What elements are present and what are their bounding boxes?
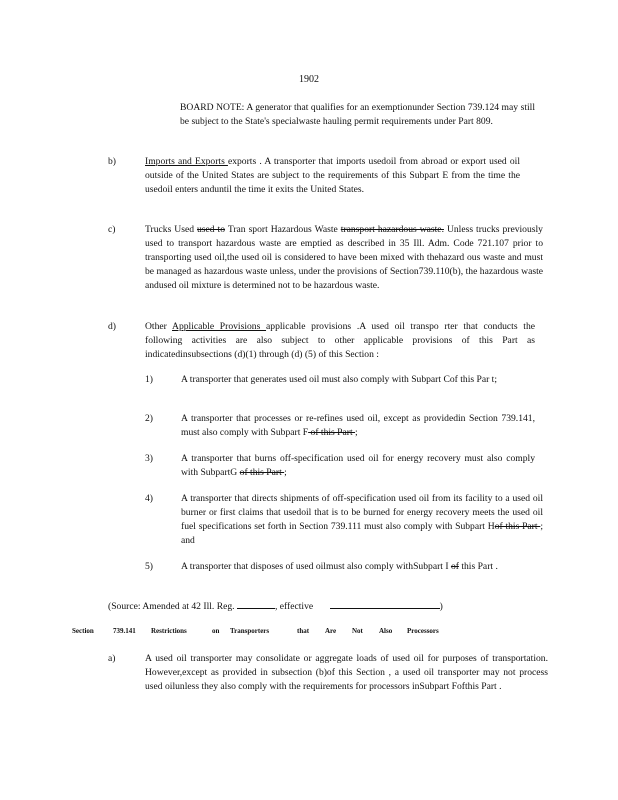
source-text: (Source: Amended at 42 Ill. Reg.	[108, 601, 235, 612]
body-text: Tran sport Hazardous Waste	[225, 224, 341, 235]
board-note-text: A generator that qualifies for an exemptionunder Section 739.124 may still be subject to the State's specialwaste hauling permit requirements under Part 809.	[180, 102, 535, 127]
subitem-5-label: 5)	[145, 561, 153, 572]
struck-text: of	[450, 561, 459, 572]
body-text: ; and	[181, 521, 543, 546]
item-d-text	[145, 320, 535, 362]
item-b-label: b)	[108, 156, 116, 167]
body-text: Other	[145, 321, 173, 332]
struck-text: of this Part	[494, 521, 541, 532]
section-label: Section	[72, 627, 94, 635]
section-title-word: Not	[352, 627, 363, 635]
struck-text: used to	[196, 224, 226, 235]
source-note	[108, 599, 443, 614]
body-text: ;	[284, 467, 287, 478]
body-text: exports . A transporter that imports usedoil from abroad or export used oil outside of the United States are subject to the requirements of this Subpart E from the time the usedoil enters anduntil the time it exits the United States.	[145, 156, 520, 195]
body-text: A transporter that processes or re-refines used oil, except as providedin Section 739.141, must also comply with Subpart F	[181, 413, 535, 438]
subitem-4-text	[181, 492, 543, 548]
item-a-text: A used oil transporter may consolidate or aggregate loads of used oil for purposes of transportation. However,except as provided in subsection (b)of this Section , a used oil transporter may not process used oilunless they also comply with the requirements for processors inSubpart Fofthis Part .	[145, 653, 548, 692]
section-title-word: Transporters	[230, 627, 270, 635]
body-text: applicable provisions .A used oil transpo rter that conducts the following activities are also subject to other applicable provisions of this Part as indicatedinsubsections (d)(1) through (d) (5) of this Section :	[145, 321, 535, 360]
subitem-1-label: 1)	[145, 374, 153, 385]
section-title-word: Are	[325, 627, 337, 635]
body-text: Unless trucks previously used to transport hazardous waste are emptied as described in 35 Ill. Adm. Code 721.107 prior to transporting used oil,the used oil is considered to have been mixed with thehazard ous waste and must be managed as hazardous waste unless, under the provisions of Section739.110(b), the hazardous waste andused oil mixture is determined not to be hazardous waste.	[145, 224, 543, 291]
section-title-word: Restrictions	[151, 627, 187, 635]
item-a-label: a)	[108, 653, 116, 664]
body-text: A transporter that directs shipments of off-specification used oil from its facility to a used oil burner or first claims that usedoil that is to be burned for energy recovery meets the used oil fuel specifications set forth in Section 739.111 must also comply with Subpart H	[181, 493, 543, 532]
subitem-4-label: 4)	[145, 493, 153, 504]
body-text: this Part .	[458, 561, 498, 572]
section-title-word: on	[212, 627, 220, 635]
section-title-word: that	[297, 627, 310, 635]
section-title-word: Processors	[407, 627, 439, 635]
section-title-word: Also	[379, 627, 393, 635]
item-d-label: d)	[108, 321, 116, 332]
board-note	[180, 101, 535, 129]
item-c-label: c)	[108, 224, 116, 235]
item-b-text	[145, 155, 520, 197]
blank-line	[330, 599, 440, 609]
inserted-text: Imports and Exports	[145, 156, 228, 167]
section-number: 739.141	[113, 627, 136, 635]
subitem-2-text	[181, 412, 535, 440]
subitem-2-label: 2)	[145, 413, 153, 424]
subitem-3-label: 3)	[145, 453, 153, 464]
body-text: Trucks Used	[145, 224, 197, 235]
body-text: A transporter that disposes of used oilmust also comply withSubpart I	[181, 561, 451, 572]
body-text: A transporter that burns off-specification used oil for energy recovery must also comply with SubpartG	[181, 453, 535, 478]
struck-text: of this Part	[308, 427, 356, 438]
body-text: ;	[355, 427, 358, 438]
item-c-text	[145, 223, 543, 293]
inserted-text: Applicable Provisions	[172, 321, 267, 332]
blank-line	[237, 599, 275, 609]
section-heading	[72, 627, 439, 635]
page-number: 1902	[299, 74, 319, 85]
struck-text: of this Part	[239, 467, 285, 478]
subitem-1-text: A transporter that generates used oil must also comply with Subpart Cof this Par t;	[181, 374, 498, 385]
subitem-3-text	[181, 452, 535, 480]
source-text: , effective	[274, 601, 314, 612]
struck-text: transport hazardous waste.	[340, 224, 444, 235]
subitem-5-text	[181, 560, 526, 574]
source-text: )	[439, 601, 443, 612]
board-note-label: BOARD NOTE:	[180, 102, 245, 113]
